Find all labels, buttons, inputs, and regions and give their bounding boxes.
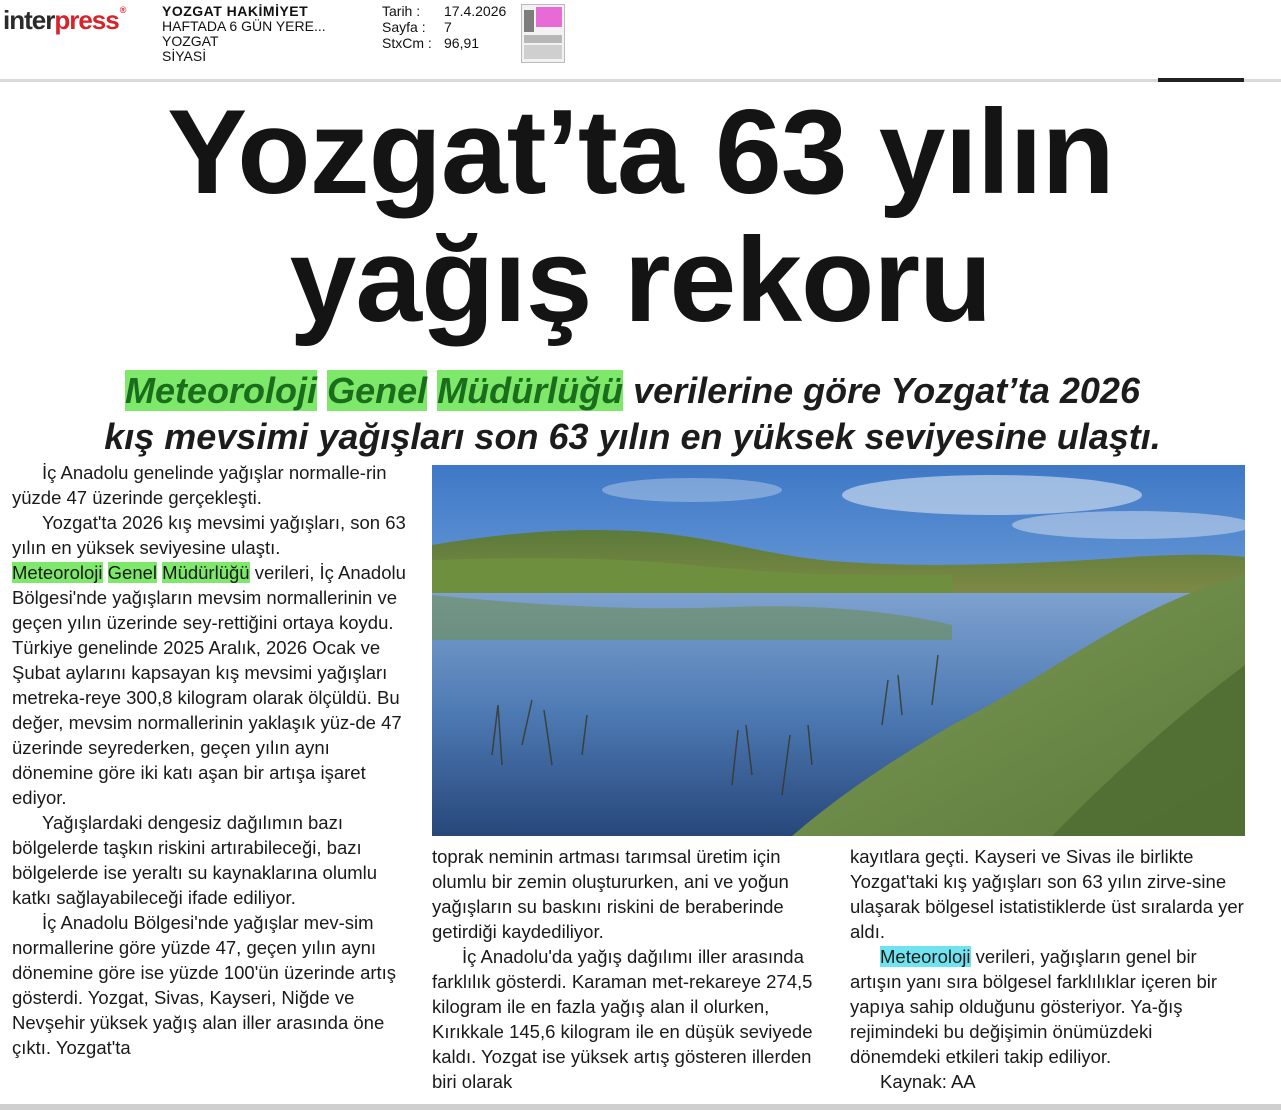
paragraph: kayıtlara geçti. Kayseri ve Sivas ile birlikte Yozgat'taki kış yağışları son 63 yılın zirve-sine ulaşarak bölgesel istatistiklerde üst sıralarda yer aldı. — [850, 846, 1244, 942]
publication-city: YOZGAT — [162, 33, 219, 49]
deck-text-line-2: kış mevsimi yağışları son 63 yılın en yüksek seviyesine ulaştı. — [104, 416, 1161, 457]
meta-value: 7 — [444, 19, 452, 35]
publication-info — [162, 4, 326, 64]
paragraph: İç Anadolu genelinde yağışlar normalle-rin yüzde 47 üzerinde gerçekleşti. — [12, 462, 387, 508]
highlighted-term: Genel — [327, 370, 428, 411]
clipping-header — [0, 0, 1281, 80]
article-deck — [0, 368, 1265, 460]
meta-row — [382, 35, 506, 51]
paragraph-text: verileri, İç Anadolu Bölgesi'nde yağışların mevsim normallerinin ve geçen yılın üzerinde sey-rettiğini ortaya koydu. Türkiye genelinde 2025 Aralık, 2026 Ocak ve Şubat aylarını kapsayan kış mevsimi yağışları metreka-reye 300,8 kilogram olarak ölçüldü. Bu değer, mevsim normallerinin yaklaşık yüz-de 47 üzerinde seyrederken, geçen yılın aynı dönemine göre iki katı aşan bir artışa işaret ediyor. — [12, 562, 406, 808]
publication-frequency: HAFTADA 6 GÜN YERE... — [162, 18, 326, 34]
meta-key: Sayfa : — [382, 19, 426, 35]
page-thumbnail[interactable] — [521, 4, 565, 63]
paragraph: İç Anadolu'da yağış dağılımı iller arasında farklılık gösterdi. Karaman met-rekareye 274,5 kilogram ile en fazla yağış alan il olurken, Kırıkkale 145,6 kilogram ile en düşük seviyede kaldı. Yozgat ise yüksek artış gösteren illerden biri olarak — [432, 946, 813, 1092]
thumbnail-block — [524, 45, 562, 59]
article-column-2 — [432, 844, 822, 1094]
meta-row — [382, 3, 506, 19]
article-column-1 — [12, 460, 408, 1060]
header-divider — [0, 79, 1281, 82]
meta-key: Tarih : — [382, 3, 421, 19]
lake-landscape-photo — [432, 465, 1245, 836]
meta-key: StxCm : — [382, 35, 432, 51]
paragraph — [12, 560, 408, 810]
article-source: Kaynak: AA — [880, 1071, 976, 1092]
meta-row — [382, 19, 506, 35]
paragraph — [850, 944, 1244, 1069]
paragraph: toprak neminin artması tarımsal üretim için olumlu bir zemin oluştururken, ani ve yoğun yağışların su baskını riskini de beraberinde getirdiği kaydediliyor. — [432, 846, 789, 942]
highlighted-term: Meteoroloji — [125, 370, 318, 411]
thumbnail-block — [536, 7, 562, 27]
logo-red-part: press — [54, 5, 119, 35]
logo-dark-part: inter — [3, 5, 55, 35]
article-headline — [0, 85, 1281, 347]
clipping-meta — [382, 3, 506, 51]
article-column-3 — [850, 844, 1244, 1094]
meta-value: 17.4.2026 — [444, 3, 507, 19]
paragraph: Yağışlardaki dengesiz dağılımın bazı bölgelerde taşkın riskini artırabileceği, bazı bölgelerde ise yeraltı su kaynaklarına olumlu katkı sağlayabileceği ifade ediliyor. — [12, 812, 378, 908]
logo-registered-mark: ® — [119, 5, 126, 15]
paragraph: İç Anadolu Bölgesi'nde yağışlar mev-sim normallerine göre yüzde 47, geçen yılın aynı dönemine göre ise yüzde 100'ün üzerinde artış gösterdi. Yozgat, Sivas, Kayseri, Niğde ve Nevşehir yüksek yağış alan iller arasında öne çıktı. Yozgat'ta — [12, 912, 397, 1058]
thumbnail-block — [524, 35, 562, 43]
paragraph: Yozgat'ta 2026 kış mevsimi yağışları, son 63 yılın en yüksek seviyesine ulaştı. — [12, 512, 406, 558]
highlighted-term: Meteoroloji — [12, 562, 103, 583]
interpress-logo — [3, 5, 125, 36]
headline-line-2: yağış rekoru — [289, 213, 992, 347]
publication-category: SİYASİ — [162, 48, 207, 64]
paragraph-text: verileri, yağışların genel bir artışın yanı sıra bölgesel farklılıklar içeren bir yapıya sahip olduğunu gösteriyor. Ya-ğış rejimindeki bu değişimin önümüzdeki dönemdeki etkileri takip ediliyor. — [850, 946, 1218, 1067]
publication-name: YOZGAT HAKİMİYET — [162, 3, 309, 19]
highlighted-term: Müdürlüğü — [162, 562, 250, 583]
highlighted-term: Meteoroloji — [880, 946, 971, 967]
header-divider-accent — [1158, 78, 1244, 82]
thumbnail-block — [524, 10, 534, 32]
highlighted-term: Müdürlüğü — [437, 370, 624, 411]
deck-text: verilerine göre Yozgat’ta 2026 — [623, 370, 1140, 411]
footer-divider — [0, 1104, 1281, 1110]
headline-line-1: Yozgat’ta 63 yılın — [167, 85, 1114, 219]
meta-value: 96,91 — [444, 35, 480, 51]
highlighted-term: Genel — [107, 562, 158, 583]
